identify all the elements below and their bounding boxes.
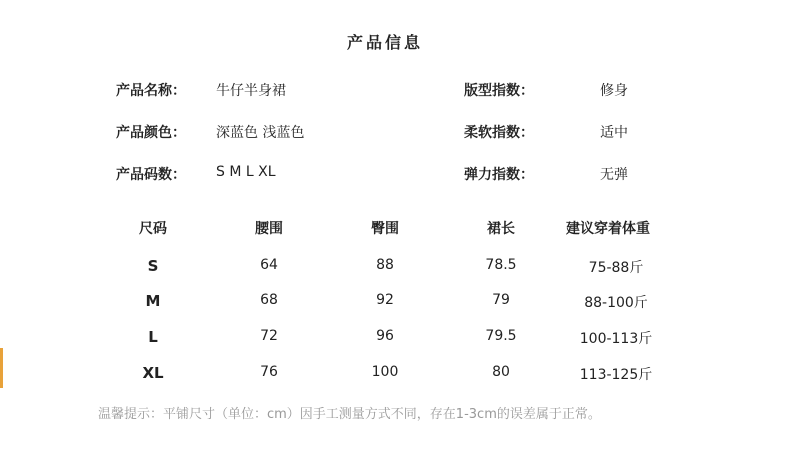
table-cell: 100	[371, 364, 399, 380]
table-cell: S	[147, 257, 159, 275]
table-header: 腰围	[255, 221, 283, 237]
table-cell: 88-100斤	[584, 295, 648, 311]
table-cell: 96	[376, 328, 394, 344]
info-elasticity-index	[464, 164, 628, 184]
fit-index-label: 版型指数：	[464, 83, 534, 99]
product-size-label: 产品码数：	[116, 167, 186, 183]
table-cell: 78.5	[485, 257, 517, 273]
elasticity-index-value: 无弹	[600, 167, 628, 183]
info-product-size	[116, 164, 276, 184]
table-cell: 100-113斤	[579, 331, 653, 347]
table-cell: 113-125斤	[579, 367, 653, 383]
table-cell: M	[145, 292, 161, 310]
product-name-value: 牛仔半身裙	[216, 83, 286, 99]
product-color-label: 产品颜色：	[116, 125, 186, 141]
table-cell: L	[148, 328, 158, 346]
table-cell: 79	[492, 292, 510, 308]
table-cell: 92	[376, 292, 394, 308]
table-cell: 79.5	[485, 328, 517, 344]
table-header: 建议穿着体重	[566, 221, 650, 237]
table-cell: 80	[492, 364, 510, 380]
info-fit-index	[464, 80, 628, 100]
table-cell: 76	[260, 364, 278, 380]
measurement-note: 温馨提示：平铺尺寸（单位：cm）因手工测量方式不同，存在1-3cm的误差属于正常。	[98, 407, 601, 422]
product-color-value: 深蓝色 浅蓝色	[216, 125, 305, 141]
page-title: 产品信息	[346, 33, 423, 52]
table-cell: 68	[260, 292, 278, 308]
elasticity-index-label: 弹力指数：	[464, 167, 534, 183]
table-header: 裙长	[487, 221, 515, 237]
table-cell: 75-88斤	[588, 260, 644, 276]
softness-index-label: 柔软指数：	[464, 125, 534, 141]
table-cell: 72	[260, 328, 278, 344]
table-header: 尺码	[139, 221, 167, 237]
table-cell: 64	[260, 257, 278, 273]
table-cell: XL	[142, 364, 164, 382]
table-header: 臀围	[371, 221, 399, 237]
product-name-label: 产品名称：	[116, 83, 186, 99]
info-product-color	[116, 122, 305, 142]
info-softness-index	[464, 122, 628, 142]
table-cell: 88	[376, 257, 394, 273]
softness-index-value: 适中	[600, 125, 628, 141]
fit-index-value: 修身	[600, 83, 628, 99]
info-product-name	[116, 80, 286, 100]
edge-accent	[0, 348, 3, 388]
product-size-value: S M L XL	[216, 164, 276, 180]
